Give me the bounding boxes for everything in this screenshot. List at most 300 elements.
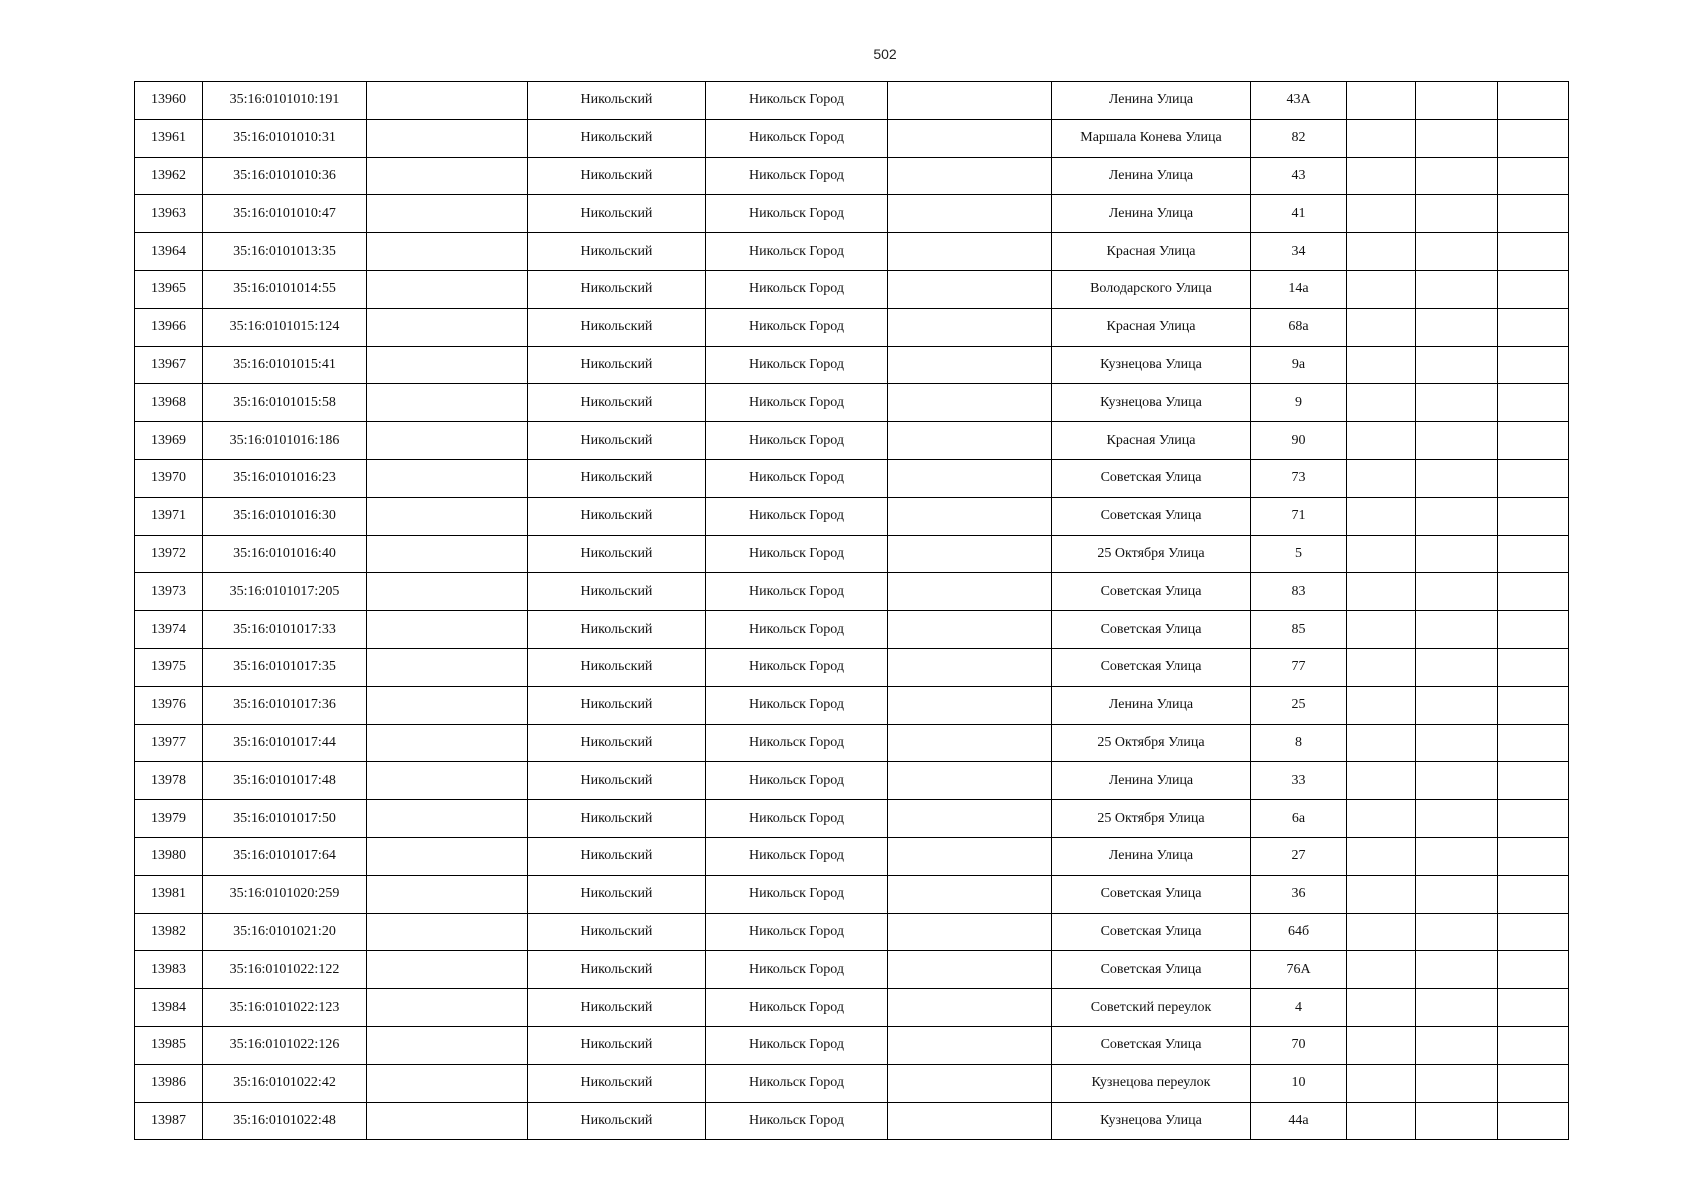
settlement-cell: Никольск Город <box>706 724 888 762</box>
street-cell: Кузнецова Улица <box>1052 384 1251 422</box>
cadastral-number-cell: 35:16:0101022:48 <box>203 1102 367 1140</box>
empty-cell <box>367 233 528 271</box>
district-cell: Никольский <box>528 308 706 346</box>
empty-cell <box>367 195 528 233</box>
cadastral-number-cell: 35:16:0101017:205 <box>203 573 367 611</box>
table-row <box>135 82 1569 120</box>
empty-cell <box>1347 497 1416 535</box>
empty-cell <box>1347 913 1416 951</box>
cadastral-number-cell: 35:16:0101016:40 <box>203 535 367 573</box>
table-row <box>135 233 1569 271</box>
empty-cell <box>1347 686 1416 724</box>
settlement-cell: Никольск Город <box>706 346 888 384</box>
empty-cell <box>1416 913 1498 951</box>
house-number-cell: 10 <box>1251 1064 1347 1102</box>
street-cell: Володарского Улица <box>1052 270 1251 308</box>
table-row <box>135 535 1569 573</box>
table-row <box>135 1064 1569 1102</box>
district-cell: Никольский <box>528 837 706 875</box>
house-number-cell: 36 <box>1251 875 1347 913</box>
empty-cell <box>1416 573 1498 611</box>
table-row <box>135 270 1569 308</box>
district-cell: Никольский <box>528 800 706 838</box>
row-number-cell: 13965 <box>135 270 203 308</box>
street-cell: Кузнецова переулок <box>1052 1064 1251 1102</box>
empty-cell <box>367 1026 528 1064</box>
table-row <box>135 346 1569 384</box>
district-cell: Никольский <box>528 611 706 649</box>
house-number-cell: 64б <box>1251 913 1347 951</box>
empty-cell <box>888 82 1052 120</box>
cadastral-number-cell: 35:16:0101017:35 <box>203 648 367 686</box>
empty-cell <box>1416 686 1498 724</box>
table-row <box>135 573 1569 611</box>
settlement-cell: Никольск Город <box>706 800 888 838</box>
empty-cell <box>367 573 528 611</box>
row-number-cell: 13980 <box>135 837 203 875</box>
row-number-cell: 13971 <box>135 497 203 535</box>
empty-cell <box>1416 1064 1498 1102</box>
house-number-cell: 85 <box>1251 611 1347 649</box>
row-number-cell: 13984 <box>135 989 203 1027</box>
empty-cell <box>1416 989 1498 1027</box>
empty-cell <box>367 459 528 497</box>
empty-cell <box>1347 195 1416 233</box>
settlement-cell: Никольск Город <box>706 1026 888 1064</box>
house-number-cell: 77 <box>1251 648 1347 686</box>
empty-cell <box>1416 800 1498 838</box>
street-cell: Ленина Улица <box>1052 195 1251 233</box>
empty-cell <box>1347 573 1416 611</box>
row-number-cell: 13979 <box>135 800 203 838</box>
empty-cell <box>367 611 528 649</box>
house-number-cell: 41 <box>1251 195 1347 233</box>
empty-cell <box>1416 308 1498 346</box>
row-number-cell: 13976 <box>135 686 203 724</box>
empty-cell <box>888 989 1052 1027</box>
empty-cell <box>1498 913 1569 951</box>
empty-cell <box>1347 1102 1416 1140</box>
street-cell: Красная Улица <box>1052 308 1251 346</box>
empty-cell <box>367 913 528 951</box>
row-number-cell: 13981 <box>135 875 203 913</box>
empty-cell <box>1347 384 1416 422</box>
empty-cell <box>1416 497 1498 535</box>
table-row <box>135 989 1569 1027</box>
street-cell: Ленина Улица <box>1052 762 1251 800</box>
street-cell: Советская Улица <box>1052 875 1251 913</box>
district-cell: Никольский <box>528 233 706 271</box>
house-number-cell: 83 <box>1251 573 1347 611</box>
cadastral-number-cell: 35:16:0101016:23 <box>203 459 367 497</box>
street-cell: Советская Улица <box>1052 1026 1251 1064</box>
empty-cell <box>888 384 1052 422</box>
district-cell: Никольский <box>528 535 706 573</box>
settlement-cell: Никольск Город <box>706 1102 888 1140</box>
empty-cell <box>367 308 528 346</box>
empty-cell <box>1416 762 1498 800</box>
row-number-cell: 13977 <box>135 724 203 762</box>
cadastral-number-cell: 35:16:0101020:259 <box>203 875 367 913</box>
empty-cell <box>888 346 1052 384</box>
street-cell: Советская Улица <box>1052 951 1251 989</box>
district-cell: Никольский <box>528 346 706 384</box>
table-row <box>135 800 1569 838</box>
empty-cell <box>367 497 528 535</box>
settlement-cell: Никольск Город <box>706 308 888 346</box>
empty-cell <box>1416 535 1498 573</box>
house-number-cell: 76А <box>1251 951 1347 989</box>
table-row <box>135 611 1569 649</box>
settlement-cell: Никольск Город <box>706 913 888 951</box>
empty-cell <box>367 384 528 422</box>
property-registry-table <box>134 81 1569 1140</box>
empty-cell <box>1498 1064 1569 1102</box>
empty-cell <box>1498 119 1569 157</box>
empty-cell <box>1347 459 1416 497</box>
empty-cell <box>1498 233 1569 271</box>
district-cell: Никольский <box>528 686 706 724</box>
cadastral-number-cell: 35:16:0101016:186 <box>203 422 367 460</box>
row-number-cell: 13964 <box>135 233 203 271</box>
empty-cell <box>367 422 528 460</box>
street-cell: 25 Октября Улица <box>1052 724 1251 762</box>
street-cell: Кузнецова Улица <box>1052 346 1251 384</box>
empty-cell <box>1498 422 1569 460</box>
table-row <box>135 762 1569 800</box>
empty-cell <box>1416 459 1498 497</box>
settlement-cell: Никольск Город <box>706 1064 888 1102</box>
empty-cell <box>1347 535 1416 573</box>
empty-cell <box>1416 82 1498 120</box>
empty-cell <box>367 535 528 573</box>
table-row <box>135 875 1569 913</box>
table-row <box>135 497 1569 535</box>
empty-cell <box>1498 762 1569 800</box>
empty-cell <box>888 724 1052 762</box>
empty-cell <box>1416 875 1498 913</box>
house-number-cell: 90 <box>1251 422 1347 460</box>
empty-cell <box>367 346 528 384</box>
house-number-cell: 4 <box>1251 989 1347 1027</box>
empty-cell <box>1347 233 1416 271</box>
empty-cell <box>1498 611 1569 649</box>
empty-cell <box>1416 1102 1498 1140</box>
cadastral-number-cell: 35:16:0101010:47 <box>203 195 367 233</box>
table-body <box>135 82 1569 1140</box>
street-cell: Советская Улица <box>1052 913 1251 951</box>
street-cell: Ленина Улица <box>1052 837 1251 875</box>
empty-cell <box>1498 157 1569 195</box>
empty-cell <box>888 422 1052 460</box>
street-cell: Красная Улица <box>1052 233 1251 271</box>
district-cell: Никольский <box>528 875 706 913</box>
empty-cell <box>1416 270 1498 308</box>
district-cell: Никольский <box>528 459 706 497</box>
empty-cell <box>888 951 1052 989</box>
row-number-cell: 13966 <box>135 308 203 346</box>
empty-cell <box>888 1026 1052 1064</box>
empty-cell <box>1416 233 1498 271</box>
empty-cell <box>1416 648 1498 686</box>
empty-cell <box>888 535 1052 573</box>
table-row <box>135 724 1569 762</box>
empty-cell <box>367 762 528 800</box>
empty-cell <box>1498 535 1569 573</box>
house-number-cell: 43 <box>1251 157 1347 195</box>
empty-cell <box>1498 82 1569 120</box>
district-cell: Никольский <box>528 384 706 422</box>
street-cell: Советская Улица <box>1052 573 1251 611</box>
empty-cell <box>367 1102 528 1140</box>
empty-cell <box>1347 800 1416 838</box>
row-number-cell: 13978 <box>135 762 203 800</box>
district-cell: Никольский <box>528 762 706 800</box>
empty-cell <box>1347 157 1416 195</box>
settlement-cell: Никольск Город <box>706 535 888 573</box>
empty-cell <box>888 875 1052 913</box>
street-cell: Красная Улица <box>1052 422 1251 460</box>
table-row <box>135 837 1569 875</box>
empty-cell <box>888 1064 1052 1102</box>
settlement-cell: Никольск Город <box>706 82 888 120</box>
empty-cell <box>1416 724 1498 762</box>
empty-cell <box>1347 82 1416 120</box>
empty-cell <box>888 270 1052 308</box>
street-cell: Кузнецова Улица <box>1052 1102 1251 1140</box>
house-number-cell: 6а <box>1251 800 1347 838</box>
street-cell: Советская Улица <box>1052 648 1251 686</box>
row-number-cell: 13982 <box>135 913 203 951</box>
street-cell: Маршала Конева Улица <box>1052 119 1251 157</box>
house-number-cell: 5 <box>1251 535 1347 573</box>
cadastral-number-cell: 35:16:0101021:20 <box>203 913 367 951</box>
empty-cell <box>1498 270 1569 308</box>
empty-cell <box>1498 837 1569 875</box>
house-number-cell: 9 <box>1251 384 1347 422</box>
empty-cell <box>1498 1026 1569 1064</box>
row-number-cell: 13972 <box>135 535 203 573</box>
empty-cell <box>1347 989 1416 1027</box>
empty-cell <box>1416 837 1498 875</box>
empty-cell <box>1498 384 1569 422</box>
row-number-cell: 13961 <box>135 119 203 157</box>
row-number-cell: 13963 <box>135 195 203 233</box>
table-row <box>135 459 1569 497</box>
table-row <box>135 1102 1569 1140</box>
settlement-cell: Никольск Город <box>706 989 888 1027</box>
table-row <box>135 686 1569 724</box>
row-number-cell: 13987 <box>135 1102 203 1140</box>
cadastral-number-cell: 35:16:0101010:31 <box>203 119 367 157</box>
empty-cell <box>1347 1064 1416 1102</box>
empty-cell <box>1347 724 1416 762</box>
empty-cell <box>1416 157 1498 195</box>
page-number: 502 <box>873 46 897 62</box>
empty-cell <box>1347 346 1416 384</box>
empty-cell <box>1416 119 1498 157</box>
district-cell: Никольский <box>528 913 706 951</box>
row-number-cell: 13960 <box>135 82 203 120</box>
empty-cell <box>1498 1102 1569 1140</box>
cadastral-number-cell: 35:16:0101015:41 <box>203 346 367 384</box>
cadastral-number-cell: 35:16:0101010:191 <box>203 82 367 120</box>
empty-cell <box>1347 875 1416 913</box>
district-cell: Никольский <box>528 724 706 762</box>
street-cell: 25 Октября Улица <box>1052 800 1251 838</box>
row-number-cell: 13970 <box>135 459 203 497</box>
empty-cell <box>367 686 528 724</box>
empty-cell <box>1347 308 1416 346</box>
street-cell: Советская Улица <box>1052 497 1251 535</box>
cadastral-number-cell: 35:16:0101017:48 <box>203 762 367 800</box>
empty-cell <box>1416 611 1498 649</box>
table-row <box>135 913 1569 951</box>
empty-cell <box>367 270 528 308</box>
cadastral-number-cell: 35:16:0101010:36 <box>203 157 367 195</box>
empty-cell <box>1416 951 1498 989</box>
table-row <box>135 119 1569 157</box>
house-number-cell: 14а <box>1251 270 1347 308</box>
cadastral-number-cell: 35:16:0101013:35 <box>203 233 367 271</box>
row-number-cell: 13985 <box>135 1026 203 1064</box>
house-number-cell: 82 <box>1251 119 1347 157</box>
empty-cell <box>888 119 1052 157</box>
empty-cell <box>1498 497 1569 535</box>
cadastral-number-cell: 35:16:0101017:36 <box>203 686 367 724</box>
empty-cell <box>888 459 1052 497</box>
district-cell: Никольский <box>528 1102 706 1140</box>
settlement-cell: Никольск Город <box>706 459 888 497</box>
table-row <box>135 951 1569 989</box>
cadastral-number-cell: 35:16:0101017:33 <box>203 611 367 649</box>
empty-cell <box>1416 346 1498 384</box>
house-number-cell: 25 <box>1251 686 1347 724</box>
empty-cell <box>1347 270 1416 308</box>
empty-cell <box>1498 989 1569 1027</box>
house-number-cell: 68а <box>1251 308 1347 346</box>
house-number-cell: 8 <box>1251 724 1347 762</box>
empty-cell <box>1498 686 1569 724</box>
settlement-cell: Никольск Город <box>706 157 888 195</box>
settlement-cell: Никольск Город <box>706 270 888 308</box>
settlement-cell: Никольск Город <box>706 497 888 535</box>
table-row <box>135 157 1569 195</box>
empty-cell <box>1498 459 1569 497</box>
row-number-cell: 13986 <box>135 1064 203 1102</box>
settlement-cell: Никольск Город <box>706 119 888 157</box>
empty-cell <box>1416 1026 1498 1064</box>
settlement-cell: Никольск Город <box>706 384 888 422</box>
row-number-cell: 13973 <box>135 573 203 611</box>
house-number-cell: 27 <box>1251 837 1347 875</box>
house-number-cell: 34 <box>1251 233 1347 271</box>
cadastral-number-cell: 35:16:0101017:64 <box>203 837 367 875</box>
cadastral-number-cell: 35:16:0101017:50 <box>203 800 367 838</box>
empty-cell <box>1498 800 1569 838</box>
house-number-cell: 44а <box>1251 1102 1347 1140</box>
empty-cell <box>367 951 528 989</box>
empty-cell <box>1347 119 1416 157</box>
empty-cell <box>1498 724 1569 762</box>
district-cell: Никольский <box>528 951 706 989</box>
street-cell: Советская Улица <box>1052 459 1251 497</box>
cadastral-number-cell: 35:16:0101022:122 <box>203 951 367 989</box>
table-row <box>135 195 1569 233</box>
house-number-cell: 9а <box>1251 346 1347 384</box>
cadastral-number-cell: 35:16:0101017:44 <box>203 724 367 762</box>
empty-cell <box>1498 648 1569 686</box>
empty-cell <box>1347 648 1416 686</box>
empty-cell <box>1347 611 1416 649</box>
row-number-cell: 13969 <box>135 422 203 460</box>
empty-cell <box>367 648 528 686</box>
empty-cell <box>1416 195 1498 233</box>
empty-cell <box>888 573 1052 611</box>
table-row <box>135 308 1569 346</box>
settlement-cell: Никольск Город <box>706 573 888 611</box>
district-cell: Никольский <box>528 82 706 120</box>
street-cell: Ленина Улица <box>1052 157 1251 195</box>
table-row <box>135 384 1569 422</box>
district-cell: Никольский <box>528 195 706 233</box>
empty-cell <box>367 157 528 195</box>
district-cell: Никольский <box>528 989 706 1027</box>
empty-cell <box>888 611 1052 649</box>
empty-cell <box>888 157 1052 195</box>
street-cell: Ленина Улица <box>1052 82 1251 120</box>
house-number-cell: 43А <box>1251 82 1347 120</box>
empty-cell <box>367 800 528 838</box>
district-cell: Никольский <box>528 1064 706 1102</box>
empty-cell <box>1347 951 1416 989</box>
empty-cell <box>888 308 1052 346</box>
district-cell: Никольский <box>528 1026 706 1064</box>
empty-cell <box>1347 422 1416 460</box>
settlement-cell: Никольск Город <box>706 195 888 233</box>
row-number-cell: 13967 <box>135 346 203 384</box>
empty-cell <box>888 1102 1052 1140</box>
house-number-cell: 71 <box>1251 497 1347 535</box>
settlement-cell: Никольск Город <box>706 611 888 649</box>
empty-cell <box>1416 384 1498 422</box>
empty-cell <box>367 1064 528 1102</box>
empty-cell <box>367 82 528 120</box>
settlement-cell: Никольск Город <box>706 762 888 800</box>
empty-cell <box>1347 1026 1416 1064</box>
settlement-cell: Никольск Город <box>706 233 888 271</box>
empty-cell <box>1498 573 1569 611</box>
settlement-cell: Никольск Город <box>706 951 888 989</box>
settlement-cell: Никольск Город <box>706 875 888 913</box>
cadastral-number-cell: 35:16:0101015:124 <box>203 308 367 346</box>
empty-cell <box>367 119 528 157</box>
settlement-cell: Никольск Город <box>706 837 888 875</box>
cadastral-number-cell: 35:16:0101015:58 <box>203 384 367 422</box>
street-cell: 25 Октября Улица <box>1052 535 1251 573</box>
row-number-cell: 13968 <box>135 384 203 422</box>
empty-cell <box>888 762 1052 800</box>
empty-cell <box>888 233 1052 271</box>
empty-cell <box>1347 837 1416 875</box>
empty-cell <box>1498 951 1569 989</box>
table-row <box>135 422 1569 460</box>
table-row <box>135 648 1569 686</box>
empty-cell <box>888 686 1052 724</box>
cadastral-number-cell: 35:16:0101014:55 <box>203 270 367 308</box>
empty-cell <box>888 648 1052 686</box>
empty-cell <box>888 837 1052 875</box>
